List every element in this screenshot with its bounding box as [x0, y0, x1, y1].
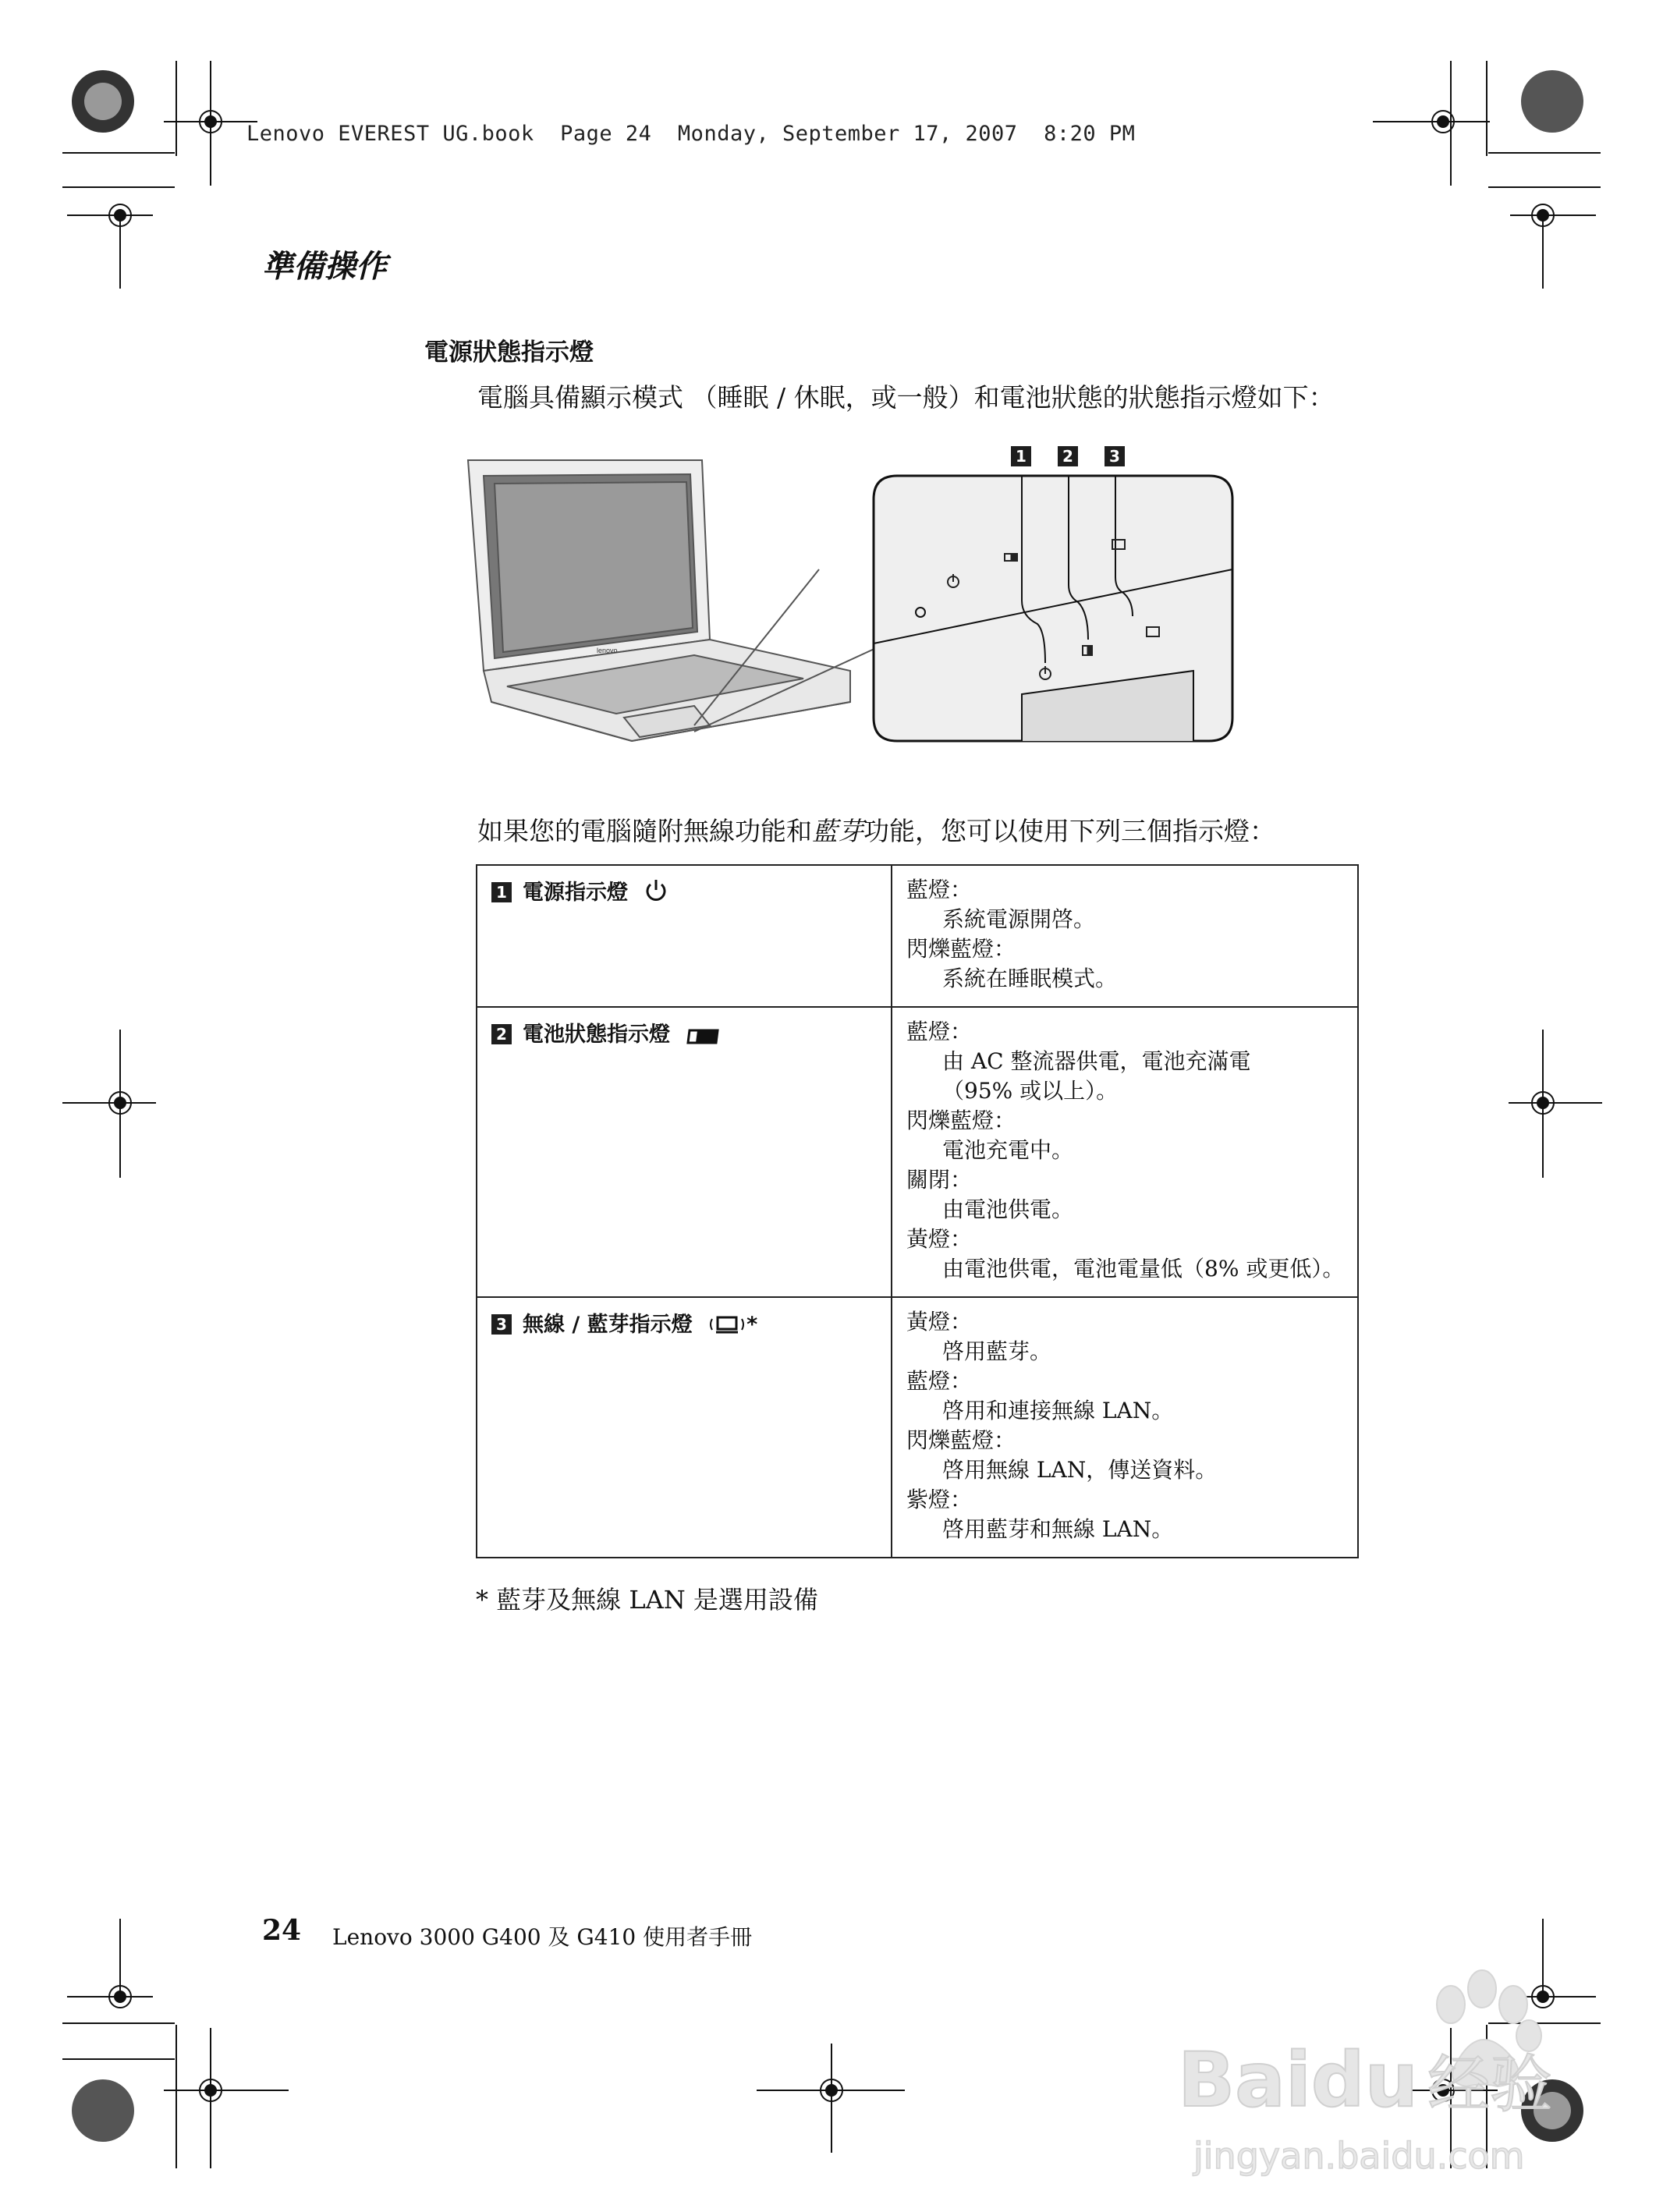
table-lead-emphasis: 藍芽 — [812, 816, 863, 846]
state-description: 啓用藍芽和無線 LAN。 — [942, 1516, 1174, 1542]
indicator-number: 2 — [491, 1024, 512, 1044]
indicator-number: 1 — [491, 882, 512, 902]
state-label: 藍燈： — [906, 877, 973, 902]
state-description: 電池充電中。 — [942, 1137, 1074, 1163]
sub-heading: 電源狀態指示燈 — [424, 339, 594, 367]
page-number: 24 — [262, 1914, 302, 1947]
state-label: 黃燈： — [906, 1309, 973, 1335]
indicator-name-cell — [477, 865, 892, 1007]
power-icon — [643, 877, 669, 904]
callout-2: 2 — [1062, 447, 1073, 466]
state-description: 啓用藍芽。 — [942, 1338, 1052, 1364]
callout-3: 3 — [1109, 447, 1120, 466]
indicator-name-cell — [477, 1007, 892, 1297]
state-label: 藍燈： — [906, 1019, 973, 1044]
indicator-name: 電池狀態指示燈 — [523, 1023, 670, 1047]
indicator-states-cell — [892, 1007, 1358, 1297]
indicator-number: 3 — [491, 1314, 512, 1335]
section-title: 準備操作 — [262, 249, 387, 285]
laptop-indicator-illustration — [460, 437, 1240, 780]
table-lead-after: 功能，您可以使用下列三個指示燈： — [863, 816, 1275, 846]
wireless-icon — [707, 1313, 746, 1336]
indicator-name-cell — [477, 1297, 892, 1558]
state-label: 關閉： — [906, 1167, 973, 1193]
footnote: * 藍芽及無線 LAN 是選用設備 — [476, 1585, 818, 1615]
state-label: 閃爍藍燈： — [906, 1108, 1016, 1133]
state-label: 閃爍藍燈： — [906, 1427, 1016, 1453]
table-row — [477, 1297, 1358, 1558]
state-description: 啓用無線 LAN，傳送資料。 — [942, 1457, 1218, 1483]
watermark-brand: Baidu — [1178, 2037, 1418, 2124]
state-label: 藍燈： — [906, 1368, 973, 1394]
zoom-panel — [874, 476, 1232, 741]
table-lead-before: 如果您的電腦隨附無線功能和 — [477, 816, 812, 846]
indicator-states-cell — [892, 865, 1358, 1007]
optional-marker: * — [746, 1313, 758, 1337]
watermark-sub: 经验 — [1427, 2048, 1552, 2121]
state-label: 黃燈： — [906, 1226, 973, 1252]
state-description: （95% 或以上）。 — [942, 1078, 1119, 1104]
intro-paragraph: 電腦具備顯示模式 （睡眠 / 休眠，或一般）和電池狀態的狀態指示燈如下： — [477, 382, 1335, 413]
laptop-drawing — [468, 460, 878, 741]
laptop-logo: lenovo — [597, 647, 618, 654]
callout-markers — [1011, 446, 1125, 466]
state-description: 由 AC 整流器供電，電池充滿電 — [942, 1048, 1251, 1074]
state-label: 紫燈： — [906, 1487, 973, 1512]
state-description: 由電池供電。 — [942, 1196, 1074, 1222]
indicator-name: 電源指示燈 — [523, 881, 628, 905]
indicator-states-cell — [892, 1297, 1358, 1558]
book-title: Lenovo 3000 G400 及 G410 使用者手冊 — [332, 1924, 753, 1950]
indicator-table — [476, 864, 1359, 1558]
state-description: 系統在睡眠模式。 — [942, 966, 1118, 991]
state-description: 啓用和連接無線 LAN。 — [942, 1398, 1174, 1423]
state-description: 由電池供電，電池電量低（8% 或更低）。 — [942, 1256, 1345, 1281]
table-row — [477, 1007, 1358, 1297]
table-row — [477, 865, 1358, 1007]
indicator-name: 無線 / 藍芽指示燈 — [523, 1313, 693, 1337]
watermark-url: jingyan.baidu.com — [1193, 2135, 1525, 2177]
callout-1: 1 — [1016, 447, 1027, 466]
battery-icon — [685, 1026, 721, 1046]
state-description: 系統電源開啓。 — [942, 906, 1096, 932]
baidu-watermark-logo — [1170, 1958, 1576, 2192]
print-header: Lenovo EVEREST UG.book Page 24 Monday, September 17, 2007 8:20 PM — [246, 122, 1136, 146]
table-lead-paragraph — [477, 811, 1275, 848]
state-label: 閃爍藍燈： — [906, 936, 1016, 962]
